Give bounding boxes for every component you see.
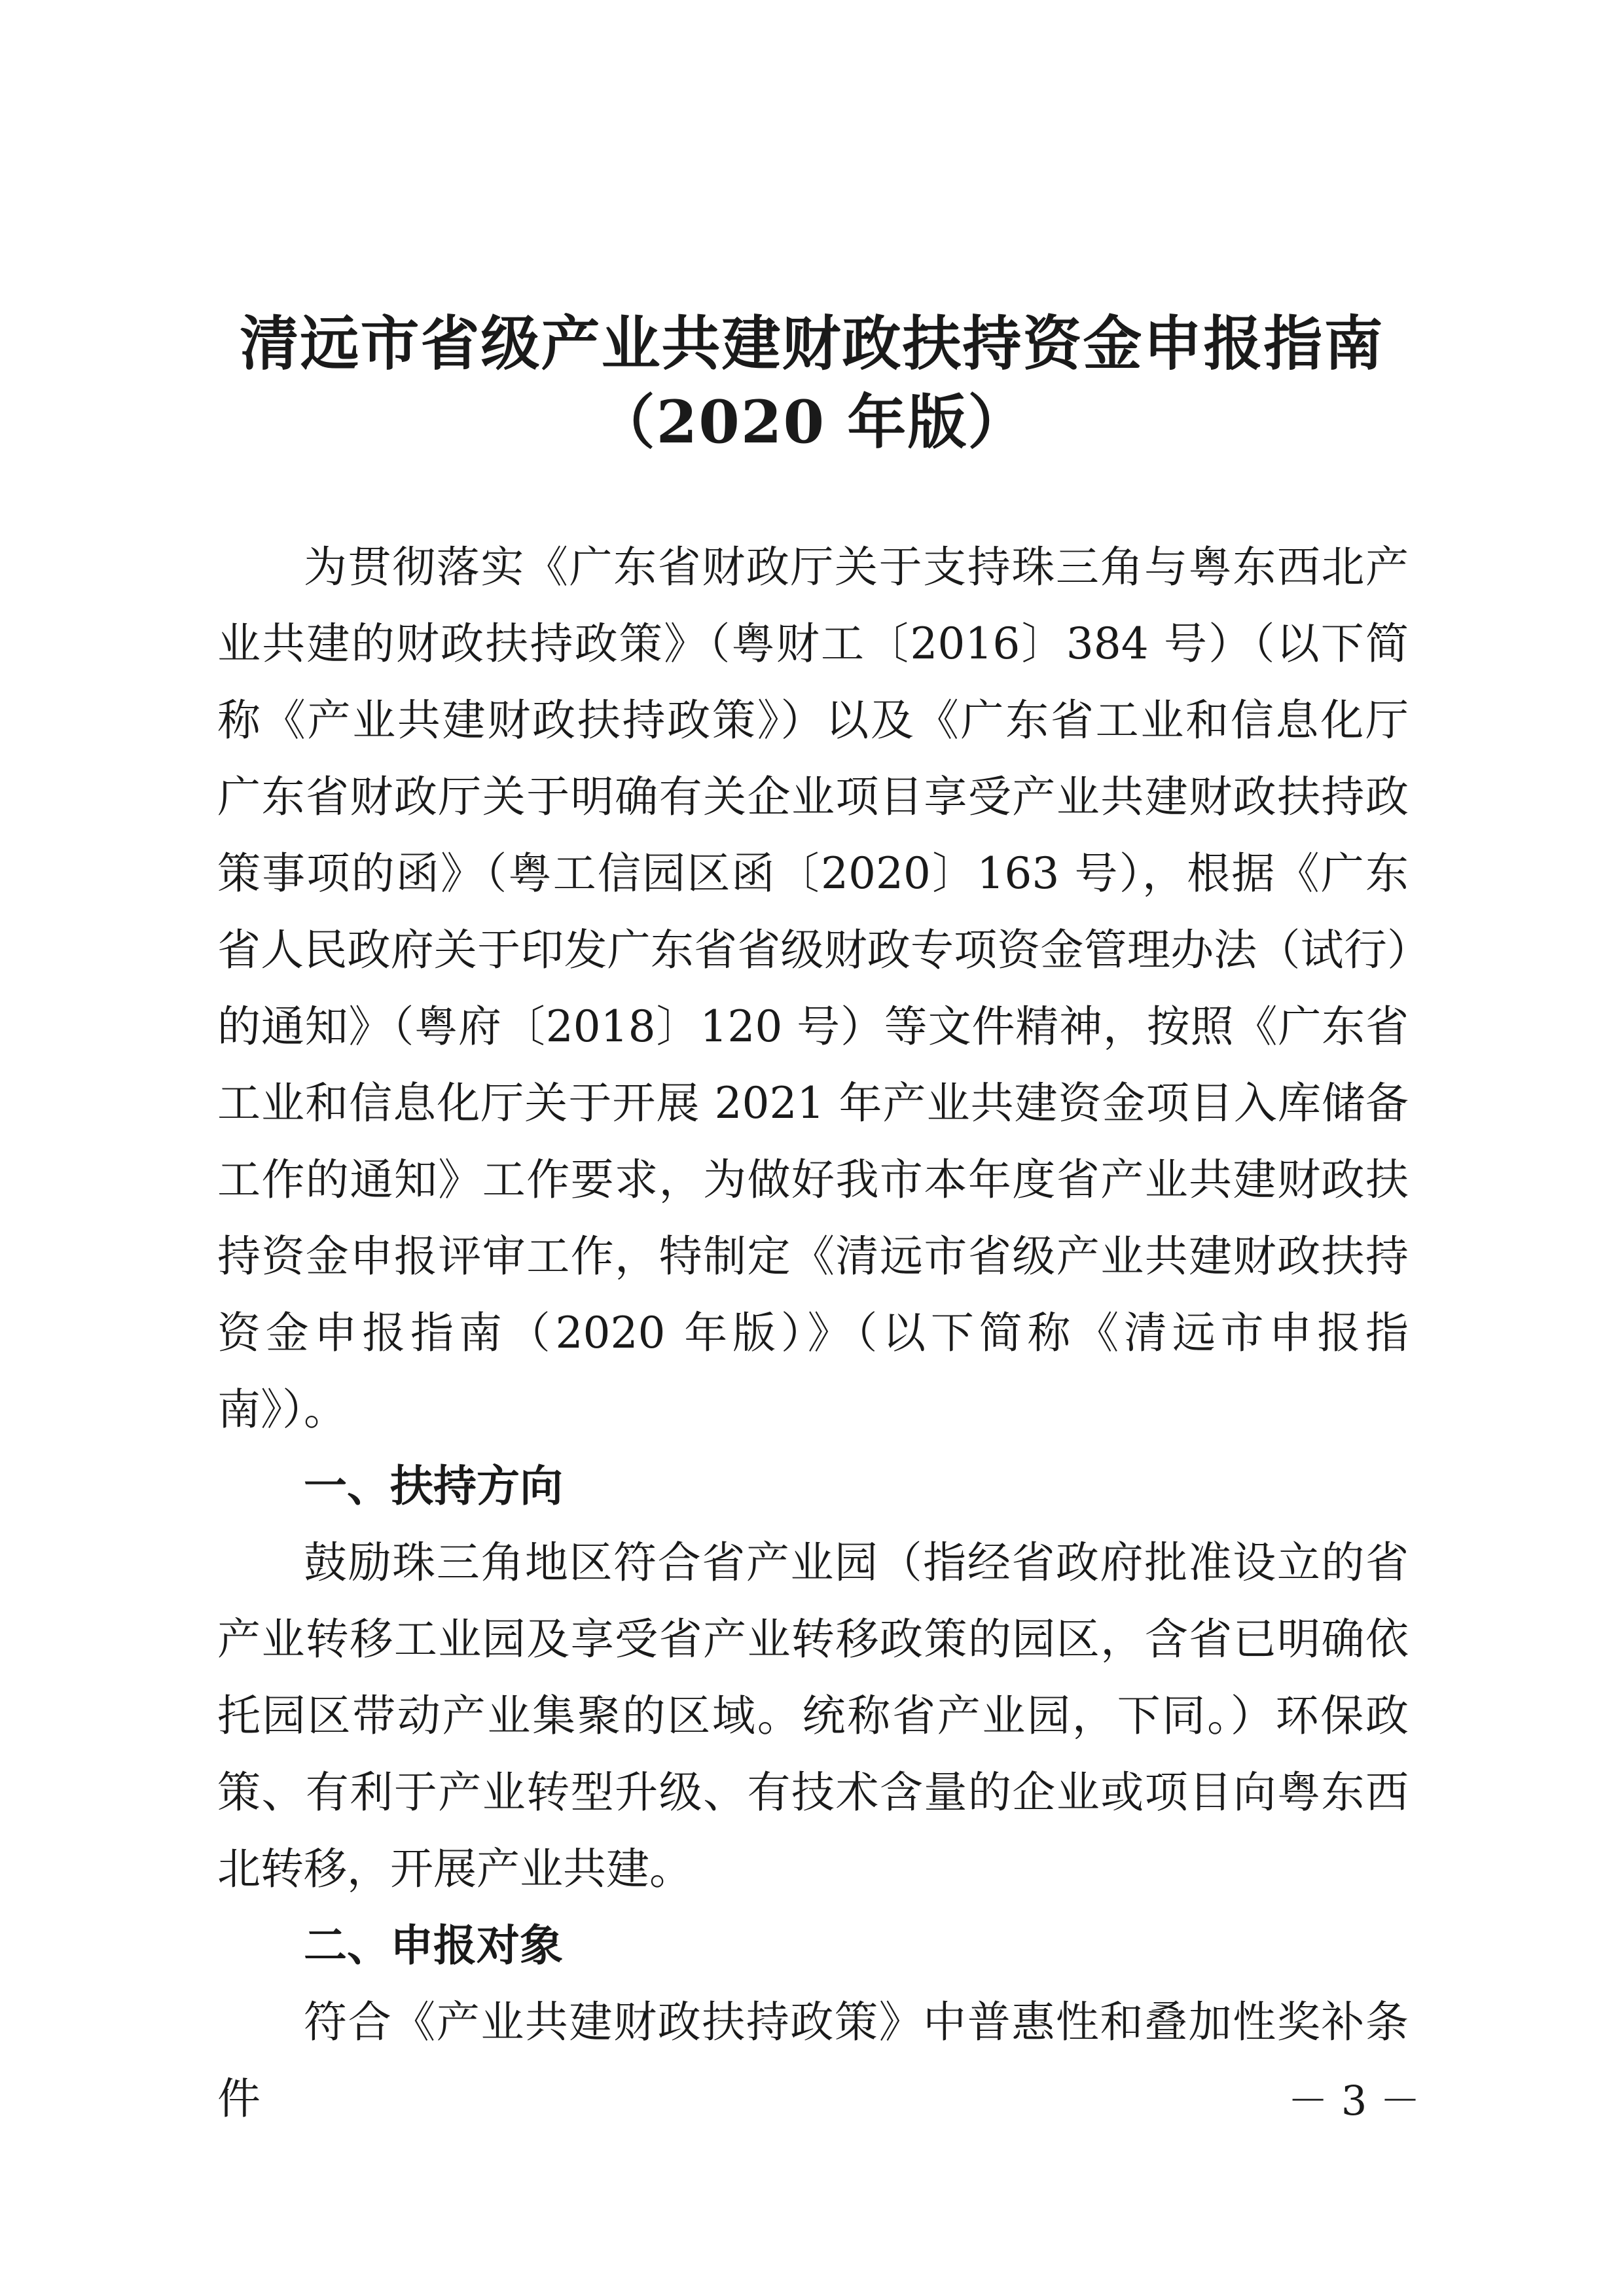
intro-paragraph: 为贯彻落实《广东省财政厅关于支持珠三角与粤东西北产业共建的财政扶持政策》（粤财工〔2016〕384 号）（以下简称《产业共建财政扶持政策》）以及《广东省工业和信息化厅 广东省财政厅关于明确有关企业项目享受产业共建财政扶持政策事项的函》（粤工信园区函〔2020〕163 号），根据《广东省人民政府关于印发广东省省级财政专项资金管理办法（试行）的通知》（粤府〔2018〕120 号）等文件精神，按照《广东省工业和信息化厅关于开展 2021 年产业共建资金项目入库储备工作的通知》工作要求，为做好我市本年度省产业共建财政扶持资金申报评审工作，特制定《清远市省级产业共建财政扶持资金申报指南（2020 年版）》（以下简称《清远市申报指南》）。	[217, 542, 1409, 1435]
section-heading-applicants: 二、申报对象	[304, 1920, 563, 1971]
document-title: 清远市省级产业共建财政扶持资金申报指南	[240, 309, 1384, 378]
page-number: － 3 －	[1288, 2077, 1420, 2125]
document-subtitle-edition: （2020 年版）	[596, 387, 1028, 457]
document-body	[217, 529, 1409, 2137]
support-direction-paragraph: 鼓励珠三角地区符合省产业园（指经省政府批准设立的省产业转移工业园及享受省产业转移政策的园区，含省已明确依托园区带动产业集聚的区域。统称省产业园，下同。）环保政策、有利于产业转型升级、有技术含量的企业或项目向粤东西北转移，开展产业共建。	[217, 1537, 1409, 1894]
section-heading-support-direction: 一、扶持方向	[304, 1461, 563, 1511]
applicants-paragraph: 符合《产业共建财政扶持政策》中普惠性和叠加性奖补条件	[217, 1997, 1409, 2124]
